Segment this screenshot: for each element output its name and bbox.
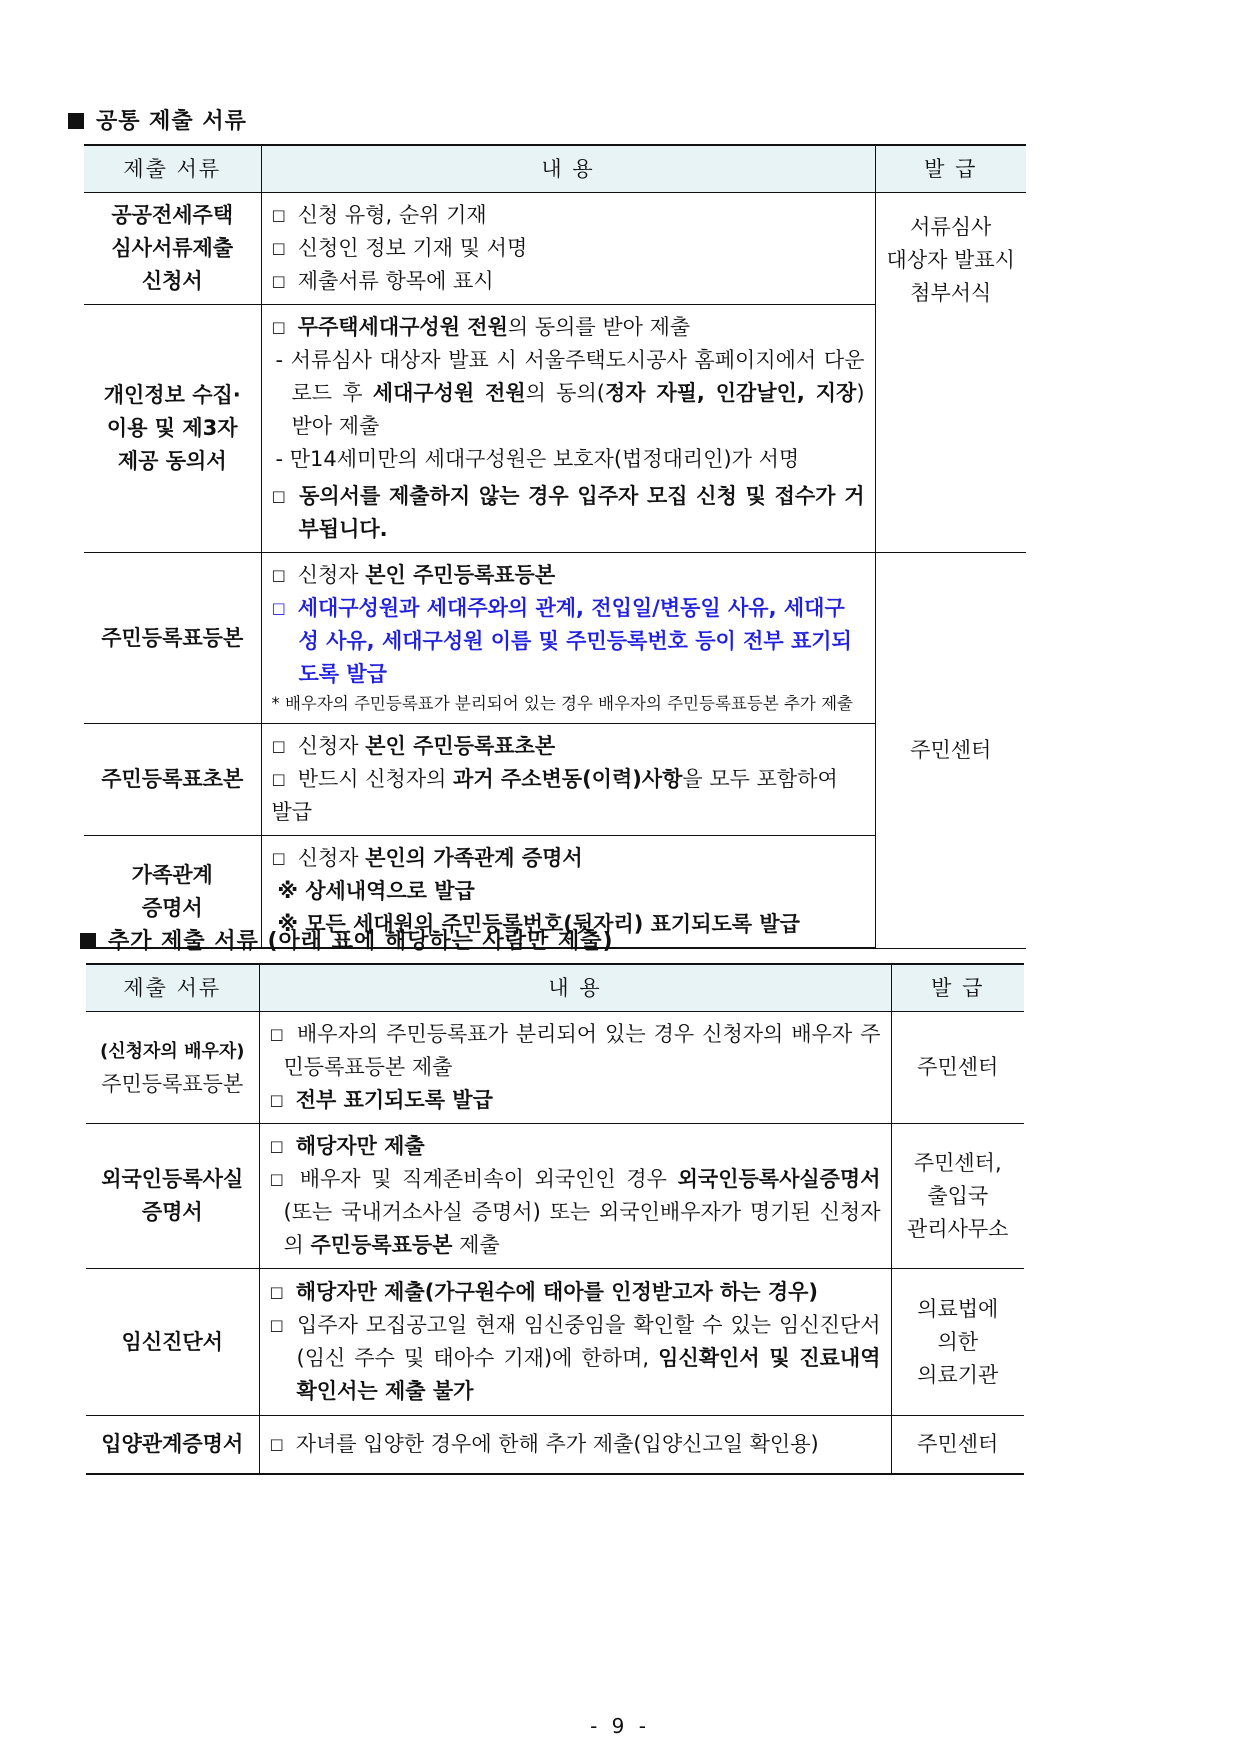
extra-documents-table <box>86 963 1024 1475</box>
issuer-cell: 주민센터 <box>875 553 1026 949</box>
issuer-cell: 서류심사 대상자 발표시 첨부서식 <box>875 193 1026 553</box>
common-documents-table <box>84 144 1026 949</box>
content-cell: □ 신청자 본인의 가족관계 증명서 ※ 상세내역으로 발급 ※ 모든 세대원의 주민등록번호(뒷자리) 표기되도록 발급 <box>261 836 875 949</box>
content-cell: □ 신청자 본인 주민등록표등본 □ 세대구성원과 세대주와의 관계, 전입일/변동일 사유, 세대구성 사유, 세대구성원 이름 및 주민등록번호 등이 전부 표기되도록 발급 * 배우자의 주민등록표가 분리되어 있는 경우 배우자의 주민등록표등본 추가 제출 <box>261 553 875 724</box>
header-content: 내 용 <box>259 964 891 1012</box>
header-issuer: 발 급 <box>891 964 1024 1012</box>
extra-section-title: 추가 제출 서류 (아래 표에 해당하는 사람만 제출) <box>80 924 614 955</box>
issuer-cell: 주민센터, 출입국 관리사무소 <box>891 1124 1024 1269</box>
doc-name-cell: (신청자의 배우자) 주민등록표등본 <box>86 1012 259 1124</box>
header-doc: 제출 서류 <box>86 964 259 1012</box>
table-row <box>86 1269 1024 1416</box>
content-cell: □ 해당자만 제출 □ 배우자 및 직계존비속이 외국인인 경우 외국인등록사실증명서(또는 국내거소사실 증명서) 또는 외국인배우자가 명기된 신청자의 주민등록표등본 제출 <box>259 1124 891 1269</box>
doc-name-cell: 개인정보 수집· 이용 및 제3자 제공 동의서 <box>84 305 261 553</box>
table-header-row <box>86 964 1024 1012</box>
table-row <box>84 193 1026 305</box>
header-issuer: 발 급 <box>875 145 1026 193</box>
page-number: - 9 - <box>590 1714 650 1738</box>
table-row <box>86 1416 1024 1474</box>
content-cell: □ 배우자의 주민등록표가 분리되어 있는 경우 신청자의 배우자 주민등록표등본 제출 □ 전부 표기되도록 발급 <box>259 1012 891 1124</box>
doc-name-cell: 주민등록표초본 <box>84 724 261 836</box>
doc-name-cell: 임신진단서 <box>86 1269 259 1416</box>
square-bullet-icon <box>80 933 96 949</box>
content-cell: □ 신청자 본인 주민등록표초본 □ 반드시 신청자의 과거 주소변동(이력)사항을 모두 포함하여 발급 <box>261 724 875 836</box>
content-cell: □ 무주택세대구성원 전원의 동의를 받아 제출 - 서류심사 대상자 발표 시 서울주택도시공사 홈페이지에서 다운로드 후 세대구성원 전원의 동의(정자 자필, 인감날인, 지장) 받아 제출 - 만14세미만의 세대구성원은 보호자(법정대리인)가 서명 □ 동의서를 제출하지 않는 경우 입주자 모집 신청 및 접수가 거부됩니다. <box>261 305 875 553</box>
doc-name-cell: 가족관계 증명서 <box>84 836 261 949</box>
common-section-title: 공통 제출 서류 <box>68 104 247 135</box>
issuer-cell: 주민센터 <box>891 1416 1024 1474</box>
doc-name-cell: 공공전세주택 심사서류제출 신청서 <box>84 193 261 305</box>
table-header-row <box>84 145 1026 193</box>
issuer-cell: 의료법에 의한 의료기관 <box>891 1269 1024 1416</box>
table-row <box>84 553 1026 724</box>
table-row <box>86 1124 1024 1269</box>
doc-name-cell: 주민등록표등본 <box>84 553 261 724</box>
content-cell: □ 해당자만 제출(가구원수에 태아를 인정받고자 하는 경우) □ 입주자 모집공고일 현재 임신중임을 확인할 수 있는 임신진단서(임신 주수 및 태아수 기재)에 한하며, 임신확인서 및 진료내역 확인서는 제출 불가 <box>259 1269 891 1416</box>
content-cell: □ 신청 유형, 순위 기재 □ 신청인 정보 기재 및 서명 □ 제출서류 항목에 표시 <box>261 193 875 305</box>
doc-name-cell: 입양관계증명서 <box>86 1416 259 1474</box>
table-row <box>86 1012 1024 1124</box>
content-cell: □ 자녀를 입양한 경우에 한해 추가 제출(입양신고일 확인용) <box>259 1416 891 1474</box>
square-bullet-icon <box>68 113 84 129</box>
header-content: 내 용 <box>261 145 875 193</box>
doc-name-cell: 외국인등록사실 증명서 <box>86 1124 259 1269</box>
header-doc: 제출 서류 <box>84 145 261 193</box>
issuer-cell: 주민센터 <box>891 1012 1024 1124</box>
